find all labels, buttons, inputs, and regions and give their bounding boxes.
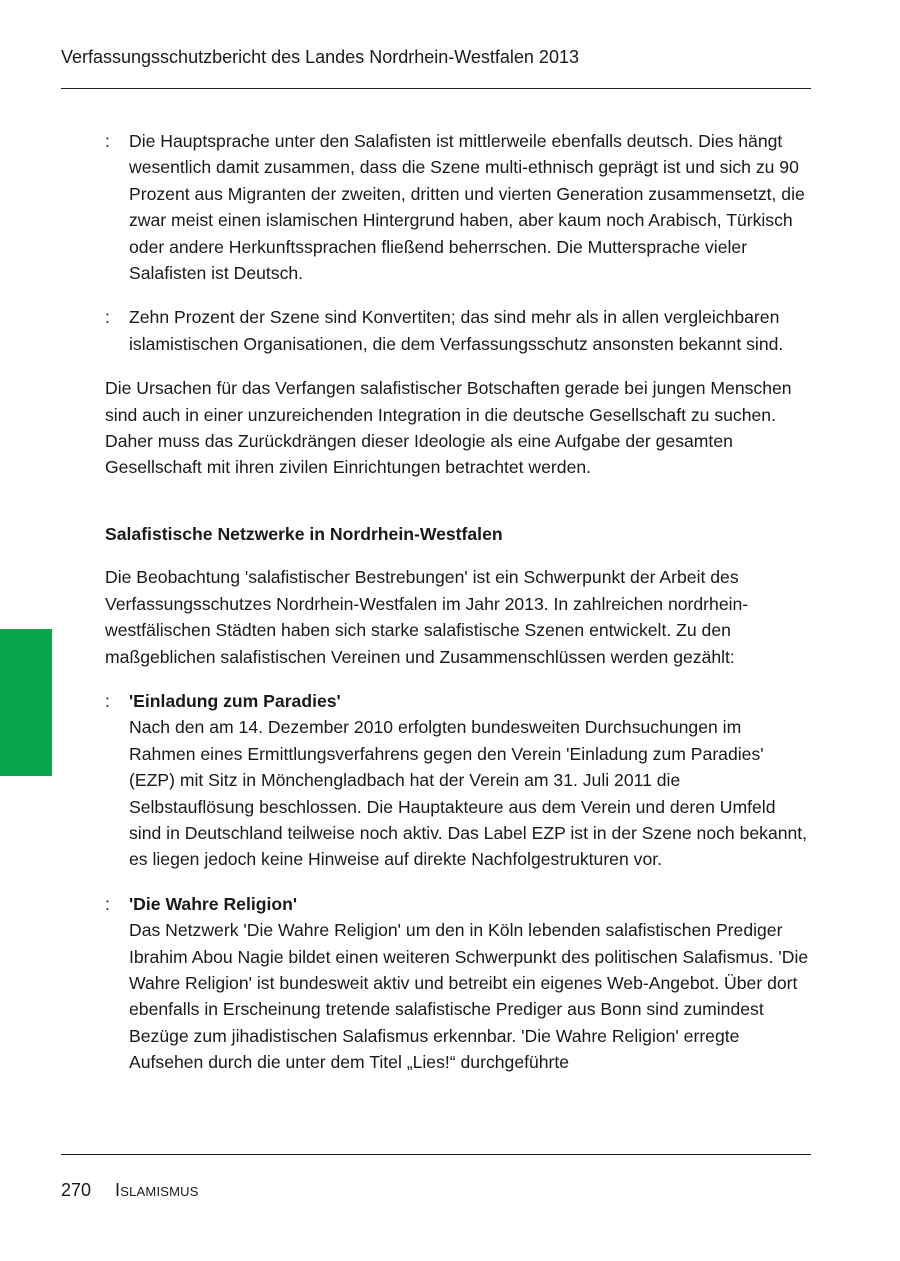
header-rule <box>61 88 811 89</box>
bullet-item <box>105 688 810 873</box>
paragraph: Die Beobachtung 'salafistischer Bestrebungen' ist ein Schwerpunkt der Arbeit des Verfassungsschutzes Nordrhein-Westfalen im Jahr 2013. In zahlreichen nordrhein-westfälischen Städten haben sich starke salafistische Szenen entwickelt. Zu den maßgeblichen salafistischen Vereinen und Zusammenschlüssen werden gezählt: <box>105 567 749 667</box>
bullet-text: Zehn Prozent der Szene sind Konvertiten; das sind mehr als in allen vergleichbaren islamistischen Organisationen, die dem Verfassungsschutz ansonsten bekannt sind. <box>129 307 784 354</box>
bullet-marker: : <box>105 307 110 328</box>
footer-rule <box>61 1154 811 1155</box>
bullet-text: Nach den am 14. Dezember 2010 erfolgten bundesweiten Durchsuchungen im Rahmen eines Ermittlungsverfahrens gegen den Verein 'Einladung zum Paradies' (EZP) mit Sitz in Mönchengladbach hat der Verein am 31. Juli 2011 die Selbstauflösung beschlossen. Die Hauptakteure aus dem Verein und deren Umfeld sind in Deutschland teilweise noch aktiv. Das Label EZP ist in der Szene noch bekannt, es liegen jedoch keine Hinweise auf direkte Nachfolgestrukturen vor. <box>129 717 808 870</box>
footer-section: Islamismus <box>115 1180 199 1200</box>
bullet-title: 'Die Wahre Religion' <box>129 893 298 914</box>
page-number: 270 <box>61 1180 92 1200</box>
bullet-text: Das Netzwerk 'Die Wahre Religion' um den in Köln lebenden salafistischen Prediger Ibrahim Abou Nagie bildet einen weiteren Schwerpunkt des politischen Salafismus. 'Die Wahre Religion' ist bundesweit aktiv und betreibt ein eigenes Web-Angebot. Über dort ebenfalls in Erscheinung tretende salafistische Prediger aus Bonn sind zumindest Bezüge zum jihadistischen Salafismus erkennbar. 'Die Wahre Religion' erregte Aufsehen durch die unter dem Titel „Lies!“ durchgeführte <box>129 920 809 1073</box>
running-header: Verfassungsschutzbericht des Landes Nordrhein-Westfalen 2013 <box>61 47 579 67</box>
running-footer <box>61 1178 199 1202</box>
bullet-text: Die Hauptsprache unter den Salafisten ist mittlerweile ebenfalls deutsch. Dies hängt wesentlich damit zusammen, dass die Szene multi-ethnisch geprägt ist und sich zu 90 Prozent aus Migranten der zweiten, dritten und vierten Generation zusammensetzt, die zwar meist einen islamischen Hintergrund haben, aber kaum noch Arabisch, Türkisch oder andere Herkunftssprachen fließend beherrschen. Die Muttersprache vieler Salafisten ist Deutsch. <box>129 131 805 284</box>
bullet-item <box>105 891 810 1076</box>
page-body <box>105 128 810 1094</box>
bullet-title: 'Einladung zum Paradies' <box>129 690 341 711</box>
bullet-item <box>105 128 810 286</box>
bullet-marker: : <box>105 690 110 711</box>
bullet-item <box>105 304 810 357</box>
bullet-marker: : <box>105 893 110 914</box>
chapter-tab <box>0 629 52 776</box>
bullet-marker: : <box>105 131 110 151</box>
paragraph: Die Ursachen für das Verfangen salafistischer Botschaften gerade bei jungen Menschen sind auch in einer unzureichenden Integration in die deutsche Gesellschaft zu suchen. Daher muss das Zurückdrängen dieser Ideologie als eine Aufgabe der gesamten Gesellschaft mit ihren zivilen Einrichtungen betrachtet werden. <box>105 378 792 478</box>
section-heading: Salafistische Netzwerke in Nordrhein-Westfalen <box>105 523 503 544</box>
